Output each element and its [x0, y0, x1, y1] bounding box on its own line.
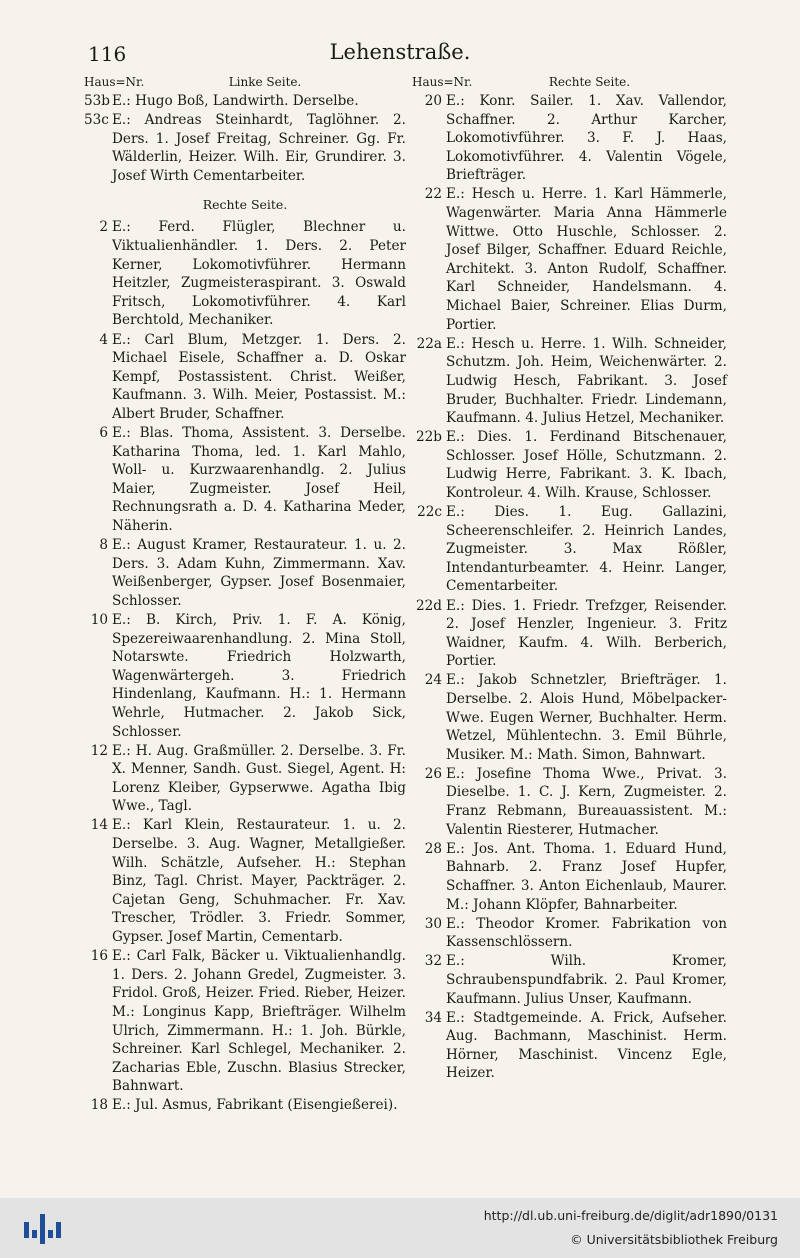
side-heading: Linke Seite.: [228, 75, 302, 89]
entry-text: E.: Carl Falk, Bäcker u. Viktualienhandlg. 1. Ders. 2. Johann Gredel, Zugmeister. 3. Fridol. Groß, Heizer. Fried. Rieber, Heizer. M.: Longinus Kapp, Briefträger. Wilhelm Ulrich, Zimmermann. H.: 1. Joh. Bürkle, Schreiner. Karl Schlegel, Mechaniker. 2. Zacharias Eble, Zuschn. Blasius Strecker, Bahnwart.: [112, 948, 406, 1095]
address-entry: [84, 611, 406, 741]
entry-text: E.: Konr. Sailer. 1. Xav. Vallendor, Schaffner. 2. Arthur Karcher, Lokomotivführer. 3. F. J. Haas, Lokomotivführer. 4. Valentin Vögele, Briefträger.: [446, 93, 727, 184]
house-number-heading: Haus=Nr.: [84, 75, 145, 89]
source-url[interactable]: http://dl.ub.uni-freiburg.de/diglit/adr1890/0131: [483, 1208, 778, 1223]
entry-text: E.: August Kramer, Restaurateur. 1. u. 2. Ders. 3. Adam Kuhn, Zimmermann. Xav. Weißenberger, Gypser. Josef Bosenmaier, Schlosser.: [112, 537, 406, 609]
house-number: 14: [90, 817, 108, 834]
ub-freiburg-logo-icon: [22, 1208, 62, 1248]
entry-text: E.: Theodor Kromer. Fabrikation von Kassenschlössern.: [446, 915, 727, 951]
entry-text: E.: Hesch u. Herre. 1. Wilh. Schneider, Schutzm. Joh. Heim, Weichenwärter. 2. Ludwig Hesch, Fabrikant. 3. Josef Bruder, Buchhalter. Friedr. Lindemann, Kaufmann. 4. Julius Hetzel, Mechaniker.: [446, 335, 727, 427]
address-entry: [412, 503, 727, 596]
left-column-header: [84, 74, 406, 90]
page-number: 116: [88, 42, 127, 66]
entry-text: E.: Andreas Steinhardt, Taglöhner. 2. Ders. 1. Josef Freitag, Schreiner. Gg. Fr. Wälderlin, Heizer. Wilh. Eir, Grundirer. 3. Josef Wirth Cementarbeiter.: [112, 112, 406, 184]
address-entry: [84, 742, 406, 816]
address-entry: [84, 536, 406, 610]
address-entry: [412, 952, 727, 1008]
side-heading: Rechte Seite.: [548, 75, 631, 89]
left-entries: [84, 92, 406, 185]
copyright-notice: © Universitätsbibliothek Freiburg: [570, 1232, 778, 1247]
house-number: 30: [424, 915, 442, 932]
house-number: 53c: [84, 112, 109, 129]
address-entry: [84, 331, 406, 424]
address-entry: [84, 1096, 406, 1115]
house-number: 22: [424, 186, 442, 203]
address-entry: [84, 92, 406, 111]
entry-text: E.: Jakob Schnetzler, Briefträger. 1. Derselbe. 2. Alois Hund, Möbelpacker-Wwe. Eugen Werner, Buchhalter. Herm. Wetzel, Mühlentechn. 3. Emil Bührle, Musiker. M.: Math. Simon, Bahnwart.: [446, 672, 727, 763]
house-number: 16: [90, 948, 108, 965]
right-entries: [412, 92, 727, 1083]
entry-text: E.: Hugo Boß, Landwirth. Derselbe.: [112, 93, 359, 109]
address-entry: [412, 335, 727, 428]
house-number: 26: [424, 765, 442, 782]
house-number: 20: [424, 93, 442, 109]
house-number: 22d: [416, 597, 442, 614]
house-number: 22c: [417, 504, 442, 521]
address-entry: [84, 111, 406, 185]
right-column-header: [412, 74, 727, 90]
house-number: 8: [99, 537, 108, 554]
house-number: 2: [99, 219, 108, 236]
left-entries-right-side: [84, 218, 406, 1115]
house-number: 4: [99, 331, 108, 348]
entry-text: E.: Karl Klein, Restaurateur. 1. u. 2. Derselbe. 3. Aug. Wagner, Metallgießer. Wilh. Schätzle, Aufseher. H.: Stephan Binz, Tagl. Christ. Mayer, Packträger. 2. Cajetan Geng, Schuhmacher. Fr. Xav. Trescher, Trödler. 3. Friedr. Sommer, Gypser. Josef Martin, Cementarb.: [112, 817, 406, 946]
house-number: 28: [424, 840, 442, 857]
house-number: 24: [424, 672, 442, 689]
viewer-footer: [0, 1198, 800, 1258]
right-column: [412, 74, 727, 1083]
house-number: 32: [424, 953, 442, 970]
entry-text: E.: Blas. Thoma, Assistent. 3. Derselbe. Katharina Thoma, led. 1. Karl Mahlo, Woll- u. Kurzwaarenhandlg. 2. Julius Maier, Zugmeister. Josef Heil, Rechnungsrath a. D. 4. Katharina Meder, Näherin.: [112, 425, 406, 534]
address-entry: [412, 597, 727, 671]
address-entry: [412, 671, 727, 764]
address-entry: [412, 915, 727, 952]
entry-text: E.: Stadtgemeinde. A. Frick, Aufseher. Aug. Bachmann, Maschinist. Herm. Hörner, Maschinist. Vincenz Egle, Heizer.: [446, 1009, 727, 1082]
entry-text: E.: Carl Blum, Metzger. 1. Ders. 2. Michael Eisele, Schaffner a. D. Oskar Kempf, Postassistent. Christ. Weißer, Kaufmann. 3. Wilh. Meier, Postassist. M.: Albert Bruder, Schaffner.: [112, 331, 406, 422]
house-number: 22b: [416, 429, 442, 446]
house-number: 22a: [416, 335, 442, 352]
entry-text: E.: Dies. 1. Friedr. Trefzger, Reisender. 2. Josef Henzler, Ingenieur. 3. Fritz Waidner, Kaufm. 4. Wilh. Berberich, Portier.: [446, 597, 727, 670]
house-number: 18: [90, 1097, 108, 1114]
entry-text: E.: Dies. 1. Ferdinand Bitschenauer, Schlosser. Josef Hölle, Schutzmann. 2. Ludwig Herre, Fabrikant. 3. K. Ibach, Kontroleur. 4. Wilh. Krause, Schlosser.: [446, 429, 727, 501]
house-number: 12: [90, 742, 108, 759]
entry-text: E.: Josefine Thoma Wwe., Privat. 3. Dieselbe. 1. C. J. Kern, Zugmeister. 2. Franz Rebmann, Bureauassistent. M.: Valentin Riesterer, Hutmacher.: [446, 765, 727, 838]
address-entry: [412, 92, 727, 185]
house-number: 34: [424, 1009, 442, 1026]
house-number-heading: Haus=Nr.: [412, 75, 473, 89]
entry-text: E.: B. Kirch, Priv. 1. F. A. König, Spezereiwaarenhandlung. 2. Mina Stoll, Notarswte. Friedrich Holzwarth, Wagenwärtergeh. 3. Friedrich Hindenlang, Kaufmann. H.: 1. Hermann Wehrle, Hutmacher. 2. Jakob Sick, Schlosser.: [112, 611, 406, 740]
entry-text: E.: Wilh. Kromer, Schraubenspundfabrik. 2. Paul Kromer, Kaufmann. Julius Unser, Kaufmann.: [446, 953, 727, 1007]
house-number: 53b: [84, 93, 110, 109]
address-entry: [412, 185, 727, 334]
page-title: Lehenstraße.: [329, 40, 471, 64]
entry-text: E.: Ferd. Flügler, Blechner u. Viktualienhändler. 1. Ders. 2. Peter Kerner, Lokomotivführer. Hermann Heitzler, Zugmeisteraspirant. 3. Oswald Fritsch, Lokomotivführer. 4. Karl Berchtold, Mechaniker.: [112, 219, 406, 329]
section-subheading: Rechte Seite.: [202, 197, 288, 213]
address-entry: [84, 424, 406, 536]
house-number: 6: [99, 425, 108, 441]
address-entry: [84, 947, 406, 1096]
address-entry: [412, 840, 727, 914]
address-entry: [84, 816, 406, 946]
entry-text: E.: Jul. Asmus, Fabrikant (Eisengießerei).: [112, 1097, 398, 1114]
entry-text: E.: H. Aug. Graßmüller. 2. Derselbe. 3. Fr. X. Menner, Sandh. Gust. Siegel, Agent. H: Lorenz Kleiber, Gypserwwe. Agatha Ibig Wwe., Tagl.: [112, 742, 406, 815]
address-entry: [412, 765, 727, 839]
entry-text: E.: Dies. 1. Eug. Gallazini, Scheerenschleifer. 2. Heinrich Landes, Zugmeister. 3. Max Rößler, Intendanturbeamter. 4. Heinr. Langer, Cementarbeiter.: [446, 504, 727, 595]
entry-text: E.: Hesch u. Herre. 1. Karl Hämmerle, Wagenwärter. Maria Anna Hämmerle Wittwe. Otto Huschle, Schlosser. 2. Josef Bilger, Schaffner. Eduard Reichle, Architekt. 3. Anton Rudolf, Schaffner. Karl Schneider, Handelsmann. 4. Michael Baier, Schreiner. Elias Durm, Portier.: [446, 186, 727, 333]
entry-text: E.: Jos. Ant. Thoma. 1. Eduard Hund, Bahnarb. 2. Franz Josef Hupfer, Schaffner. 3. Anton Eichenlaub, Maurer. M.: Johann Klöpfer, Bahnarbeiter.: [446, 840, 727, 913]
house-number: 10: [90, 611, 108, 628]
left-column: [84, 74, 406, 1115]
address-entry: [412, 428, 727, 502]
address-entry: [412, 1009, 727, 1083]
address-entry: [84, 218, 406, 330]
